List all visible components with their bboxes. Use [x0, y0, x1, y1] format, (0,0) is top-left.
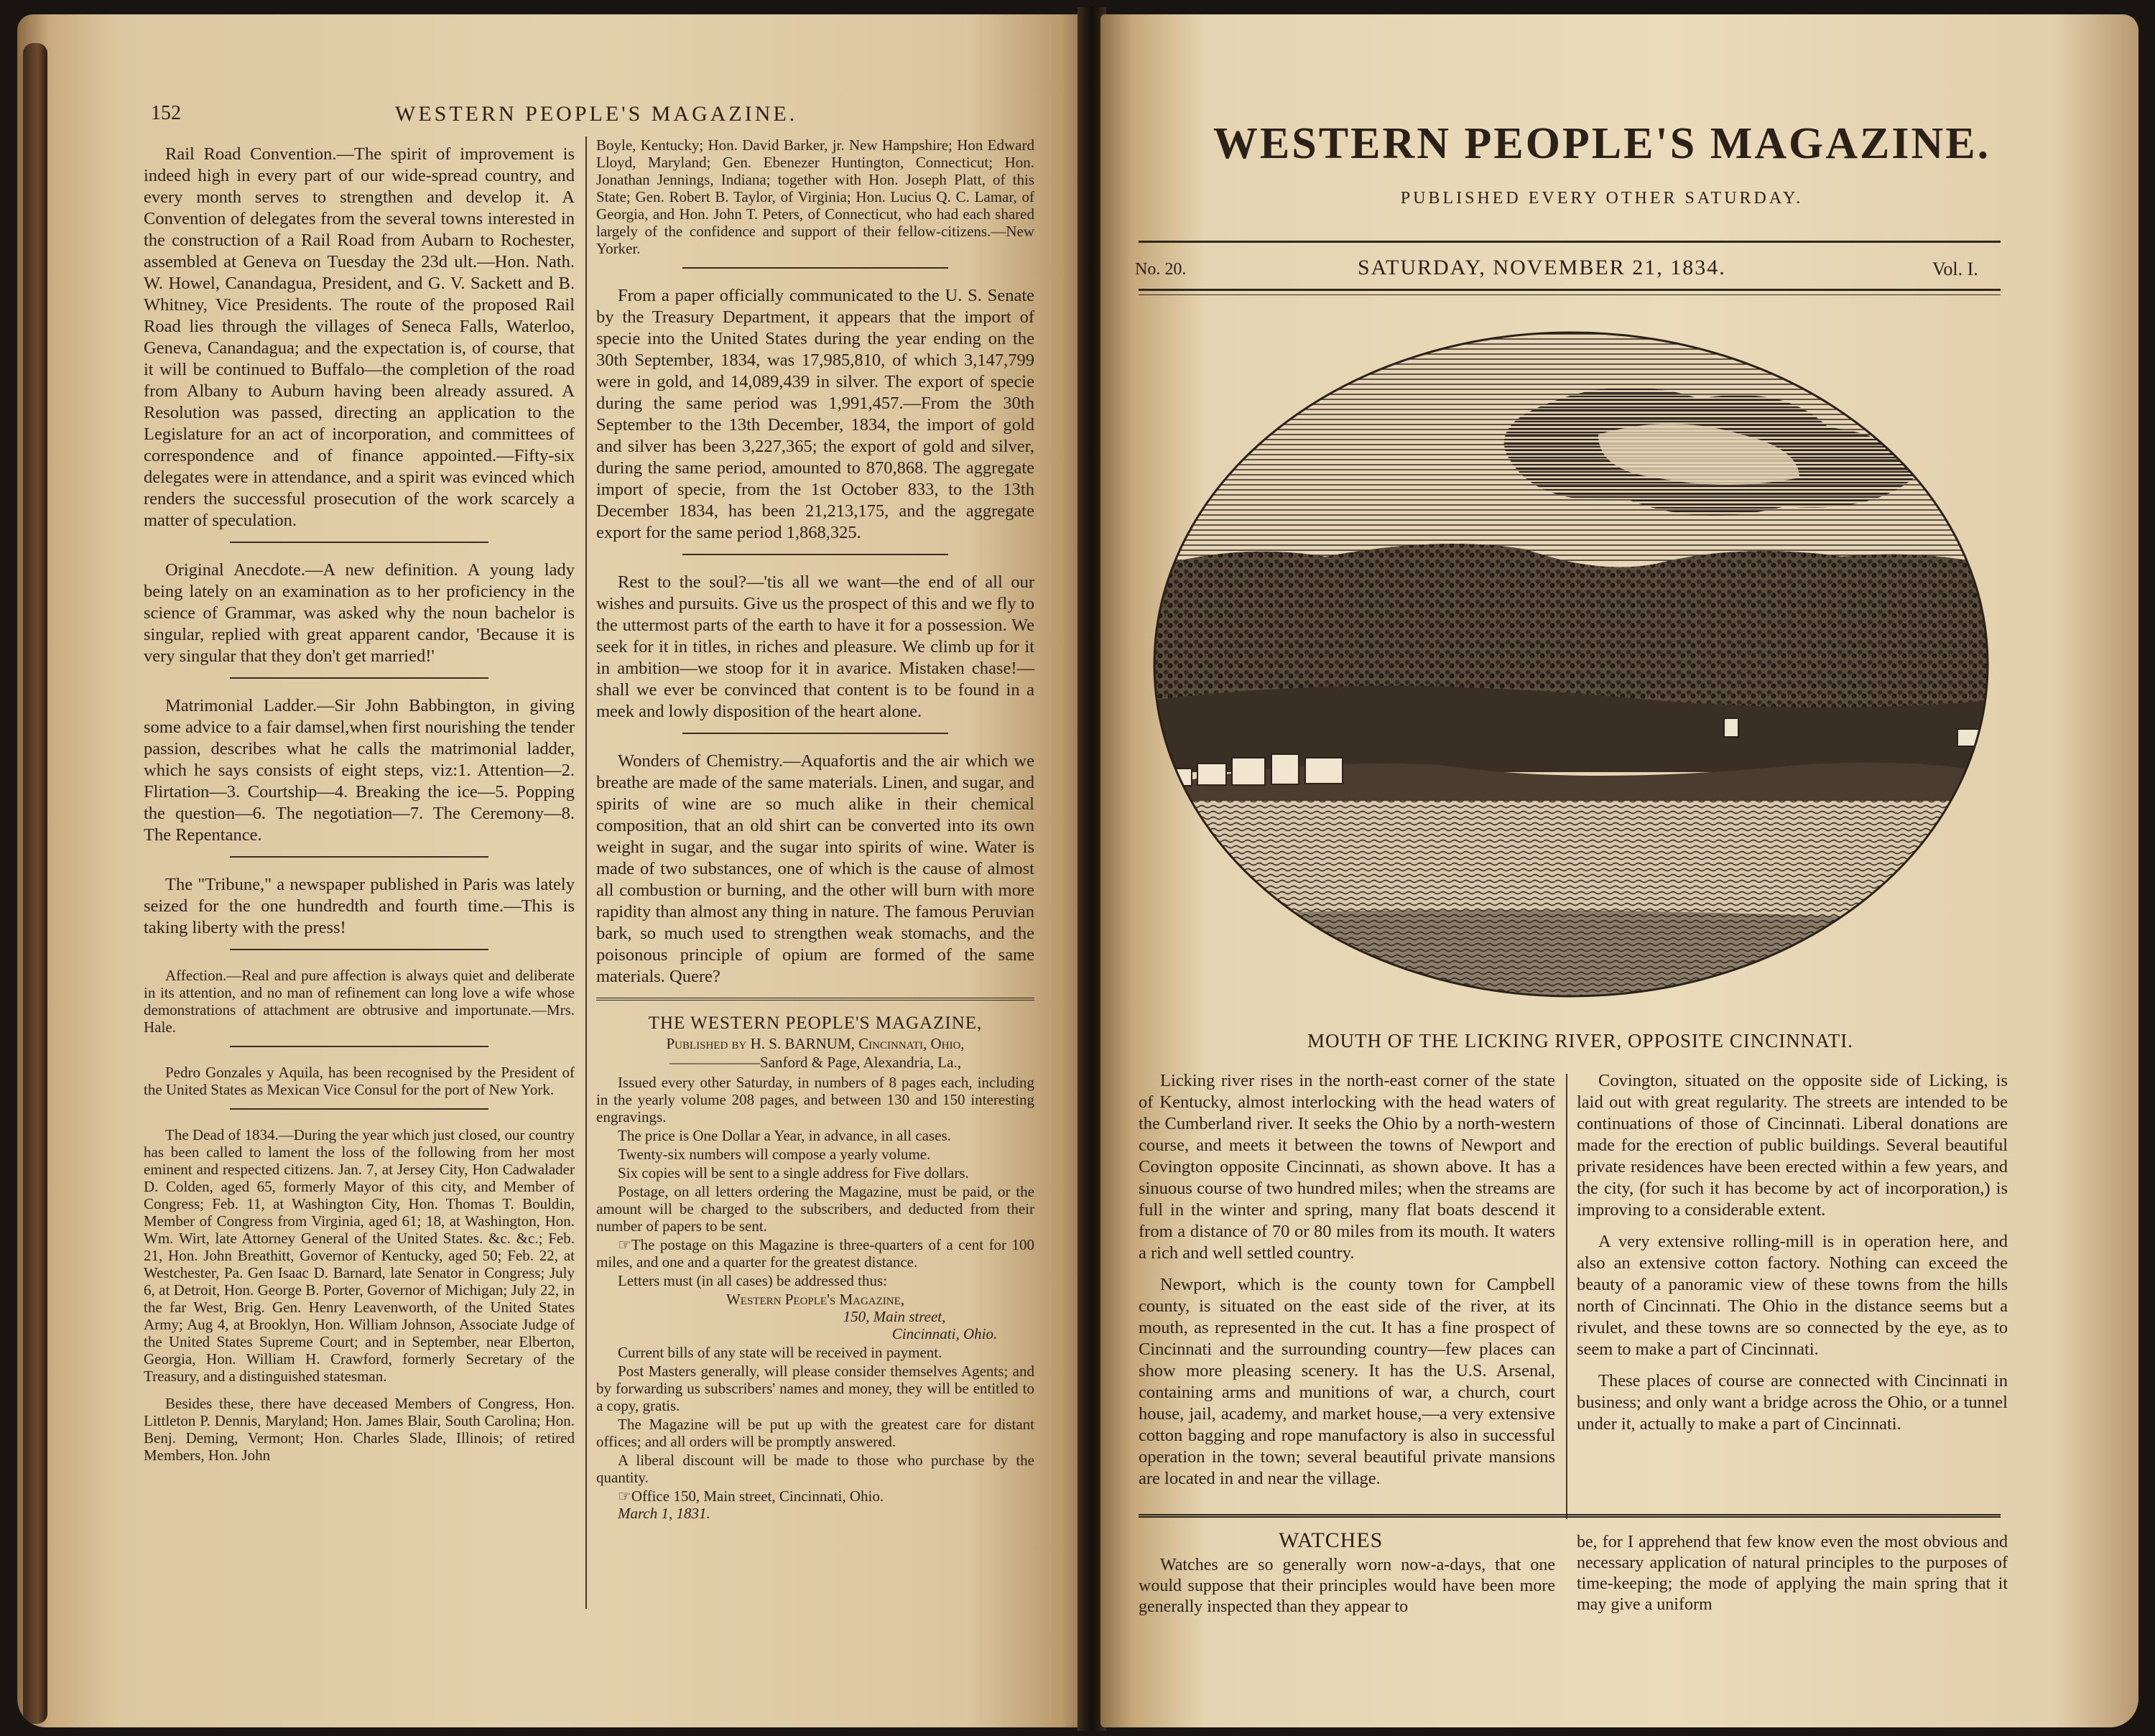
issue-date: SATURDAY, NOVEMBER 21, 1834. — [1358, 256, 1726, 279]
masthead-rule-thin — [1139, 294, 2001, 295]
article-covington: Covington, situated on the opposite side of Licking, is laid out with great regularity. The streets are intended to be continuations of those of Cincinnati. Liberal donations are made for the erection of public buildings. Several beautiful private residences have been erected within a few years, and the city, (for such it has become by act of incorporation,) is improving to a considerable extent. — [1577, 1071, 2008, 1220]
book-binding-edge — [23, 43, 47, 1724]
article-newport: Newport, which is the county town for Campbell county, is situated on the east side of the river, at its mouth, as represented in the cut. It has a fine prospect of Cincinnati and the surrounding country—few places can show more pleasing scenery. It has the U.S. Arsenal, containing arms and munitions of war, a church, court house, jail, academy, and market house,—a very extensive cotton bagging and rope manufactory is also in successful operation in the town; several beautiful private mansions are located in and near the village. — [1139, 1275, 1555, 1488]
watches-text-left: Watches are so generally worn now-a-days, that one would suppose that their principles would have been more generally inspected than they appear to — [1139, 1556, 1555, 1616]
watches-heading: WATCHES — [1279, 1528, 1384, 1552]
column-divider — [585, 136, 587, 1609]
engraving-caption: MOUTH OF THE LICKING RIVER, OPPOSITE CINCINNATI. — [1307, 1030, 1853, 1052]
section-rule — [230, 856, 488, 858]
section-rule — [230, 949, 488, 951]
publisher-barnum: Published by H. S. BARNUM, Cincinnati, Ohio, — [666, 1035, 965, 1052]
page-number: 152 — [151, 102, 181, 124]
publisher-notice-title: THE WESTERN PEOPLE'S MAGAZINE, — [648, 1013, 983, 1033]
article-rail-road-convention: Rail Road Convention.—The spirit of improvement is indeed high in every part of our wide-spread country, and every month serves to strengthen and develop it. A Convention of delegates from the several towns interested in the construction of a Rail Road from Aubarn to Rochester, assembled at Geneva on Tuesday the 23d ult.—Hon. Nath. W. Howel, Canandagua, President, and G. V. Sackett and B. Whitney, Vice Presidents. The route of the proposed Rail Road lies through the villages of Seneca Falls, Waterloo, Geneva, Canandagua; and the expectation is, of course, that it will be continued to Buffalo—the completion of the road from Albany to Auburn having been already assured. A Resolution was passed, directing an application to the Legislature for an act of incorporation, and committees of correspondence and of finance appointed.—Fifty-six delegates were in attendance, and a spirit was evinced which renders the successful prosecution of the work scarcely a matter of speculation. — [144, 144, 575, 530]
section-rule — [230, 1108, 488, 1110]
article-wonders-of-chemistry: Wonders of Chemistry.—Aquafortis and the air which we breathe are made of the same materials. Linen, and sugar, and spirits of wine are so much alike in their chemical composition, that an old shirt can be converted into its own weight in sugar, and the sugar into spirits of wine. Water is made of two substances, one of which is the cause of almost all combustion or burning, and the other will burn with more rapidity than almost any thing in nature. The famous Peruvian bark, so much used to strengthen weak stomachs, and the poisonous principle of opium are formed of the same materials. Quere? — [596, 751, 1034, 986]
column-divider-right — [1566, 1074, 1567, 1519]
article-rolling-mill: A very extensive rolling-mill is in operation here, and also an extensive cotton factory. Nothing can exceed the beauty of a panoramic view of these towns from the hills north of Cincinnati. The Ohio in the distance seems but a rivulet, and these towns are so connected by the eye, as to seem to make a part of Cincinnati. — [1577, 1232, 2008, 1359]
running-title: WESTERN PEOPLE'S MAGAZINE. — [395, 102, 798, 126]
article-besides: Besides these, there have deceased Members of Congress, Hon. Littleton P. Dennis, Maryland; Hon. James Blair, South Carolina; Hon. Benj. Deming, Vermont; Hon. Charles Slade, Illinois; of retired Members, Hon. John — [144, 1395, 575, 1464]
article-dead-continued: Boyle, Kentucky; Hon. David Barker, jr. New Hampshire; Hon Edward Lloyd, Maryland; Gen. Ebenezer Huntington, Connecticut; Hon. Jonathan Jennings, Indiana; together with Hon. Joseph Platt, of this State; Gen. Robert B. Taylor, of Virginia; Hon. Lucius Q. C. Lamar, of Georgia, and Hon. John T. Peters, of Connecticut, who had each shared largely of the confidence and support of their fellow-citizens.—New Yorker. — [596, 136, 1034, 257]
double-rule — [596, 998, 1034, 1002]
publisher-letters: Letters must (in all cases) be addressed thus: — [618, 1272, 887, 1289]
publisher-bills: Current bills of any state will be received in payment. — [618, 1344, 942, 1361]
article-connected: These places of course are connected with Cincinnati in business; and only want a bridge across the Ohio, or a tunnel under it, actually to make a part of Cincinnati. — [1577, 1371, 2008, 1434]
publisher-postage: Postage, on all letters ordering the Magazine, must be paid, or the amount will be charged to the subscribers, and deducted from their number of papers to be sent. — [596, 1183, 1034, 1235]
publisher-terms: Issued every other Saturday, in numbers of 8 pages each, including in the yearly volume 208 pages, and between 130 and 150 interesting engravings. — [596, 1074, 1034, 1125]
publisher-price: The price is One Dollar a Year, in advance, in all cases. — [618, 1127, 951, 1144]
publisher-six-copies: Six copies will be sent to a single address for Five dollars. — [618, 1164, 969, 1182]
right-page-column-2 — [1577, 1070, 2008, 1445]
masthead-subtitle: PUBLISHED EVERY OTHER SATURDAY. — [1400, 189, 1804, 208]
article-specie-import: From a paper officially communicated to the U. S. Senate by the Treasury Department, it appears that the import of specie into the United States during the year ending on the 30th September, 1834, was 17,985,810, of which 3,147,799 were in gold, and 14,089,439 in silver. The export of specie during the same period was 1,991,457.—From the 30th September to the 13th December, 1834, the import of gold and silver has been 3,227,365; the export of gold and silver, during the same period, amounted to 870,868. The aggregate import of specie, from the 1st October 833, to the 13th December 1834, has been 21,213,175, and the aggregate export for the same period 1,868,325. — [596, 286, 1034, 542]
right-page-column-1 — [1139, 1070, 1555, 1500]
publisher-address-2: 150, Main street, — [843, 1308, 946, 1325]
engraving-licking-river — [1153, 327, 1990, 998]
section-rule — [682, 733, 948, 735]
publisher-address-3: Cincinnati, Ohio. — [891, 1325, 998, 1342]
issue-volume: Vol. I. — [1932, 259, 1978, 279]
section-rule — [230, 677, 488, 679]
publisher-distant: The Magazine will be put up with the greatest care for distant offices; and all orders will be promptly answered. — [596, 1416, 1034, 1450]
article-original-anecdote: Original Anecdote.—A new definition. A young lady being lately on an examination as to her proficiency in the science of Grammar, was asked why the noun bachelor is singular, replied with great apparent candor, 'Because it is very singular that they don't get married!' — [144, 560, 575, 666]
left-page-column-2 — [596, 136, 1034, 1522]
masthead-rule-top — [1139, 241, 2001, 243]
publisher-office: ☞Office 150, Main street, Cincinnati, Ohio. — [618, 1487, 884, 1505]
section-rule — [682, 267, 948, 269]
publisher-twenty-six: Twenty-six numbers will compose a yearly volume. — [618, 1146, 931, 1163]
publisher-discount: A liberal discount will be made to those who purchase by the quantity. — [596, 1452, 1034, 1486]
issue-number: No. 20. — [1135, 260, 1187, 279]
running-head — [115, 86, 1020, 126]
publisher-notice — [596, 1015, 1034, 1522]
masthead: WESTERN PEOPLE'S MAGAZINE. — [1213, 119, 1991, 168]
masthead-rule-bottom — [1139, 289, 2001, 291]
publisher-address-1: Western People's Magazine, — [726, 1291, 905, 1308]
section-rule — [682, 554, 948, 556]
article-pedro-gonzales: Pedro Gonzales y Aquila, has been recognised by the President of the United States as Mexican Vice Consul for the port of New York. — [144, 1064, 575, 1098]
article-affection: Affection.—Real and pure affection is always quiet and deliberate in its attention, and no man of refinement can long love a wife whose demonstrations of attachment are obtrusive and importunate.—Mrs. Hale. — [144, 967, 575, 1036]
watches-rule — [1139, 1514, 2001, 1520]
article-tribune: The "Tribune," a newspaper published in Paris was lately seized for the one hundredth and fourth time.—This is taking liberty with the press! — [144, 875, 575, 937]
watches-text-right: be, for I apprehend that few know even the most obvious and necessary application of natural principles to the purposes of time-keeping; the mode of applying the main spring that it may give a uniform — [1577, 1533, 2008, 1614]
section-rule — [230, 1046, 488, 1048]
publisher-sanford: ——————Sanford & Page, Alexandria, La., — [669, 1054, 961, 1071]
publisher-date: March 1, 1831. — [618, 1505, 710, 1522]
article-rest-to-soul: Rest to the soul?—'tis all we want—the end of all our wishes and pursuits. Give us the prospect of this and we fly to the uttermost parts of the earth to have it for a possession. We seek for it in titles, in riches and pleasure. We climb up for it in ambition—we stoop for it in avarice. Mistaken chase!—shall we ever be convinced that content is to be found in a meek and lowly disposition of the heart alone. — [596, 572, 1034, 721]
article-matrimonial-ladder: Matrimonial Ladder.—Sir John Babbington, in giving some advice to a fair damsel,when first nourishing the tender passion, describes what he calls the matrimonial ladder, which he says consists of eight steps, viz:1. Attention—2. Flirtation—3. Courtship—4. Breaking the ice—5. Popping the question—6. The negotiation—7. The Ceremony—8. The Repentance. — [144, 696, 575, 845]
article-dead-of-1834: The Dead of 1834.—During the year which just closed, our country has been called to lament the loss of the following from her most eminent and respected citizens. Jan. 7, at Jersey City, Hon Cadwalader D. Colden, aged 65, formerly Mayor of this city, and Member of Congress; Feb. 11, at Washington City, Hon. Thomas T. Bouldin, Member of Congress from Virginia, aged 61; 18, at Washington, Hon. Wm. Wirt, late Attorney General of the United States. &c. &c.; Feb. 21, Hon. John Breathitt, Governor of Kentucky, aged 50; Feb. 22, at Westchester, Pa. Gen Isaac D. Barnard, late Senator in Congress; July 6, at Detroit, Hon. George B. Porter, Governor of Michigan; July 22, in the far West, Brig. Gen. Henry Leavenworth, of the United States Army; Aug 4, at Brooklyn, Hon. William Johnson, Associate Judge of the United States Supreme Court; and in September, near Elberton, Georgia, Hon. William H. Crawford, formerly Secretary of the Treasury, and a distinguished statesman. — [144, 1126, 575, 1385]
publisher-postage-rate: ☞The postage on this Magazine is three-quarters of a cent for 100 miles, and one and a quarter for the greatest distance. — [596, 1236, 1034, 1271]
left-page-column-1 — [144, 144, 575, 1474]
section-rule — [230, 542, 488, 544]
article-licking-river: Licking river rises in the north-east corner of the state of Kentucky, almost interlocking with the head waters of the Cumberland river. It seeks the Ohio by a north-western course, and meets it between the towns of Newport and Covington opposite Cincinnati, as shown above. It has a sinuous course of two hundred miles; when the streams are full in the winter and spring, many flat boats descend it from a distance of 70 or 80 miles from its mouth. It waters a rich and well settled country. — [1139, 1071, 1555, 1263]
publisher-post-masters: Post Masters generally, will please consider themselves Agents; and by forwarding us subscribers' names and money, they will be entitled to a copy, gratis. — [596, 1363, 1034, 1414]
